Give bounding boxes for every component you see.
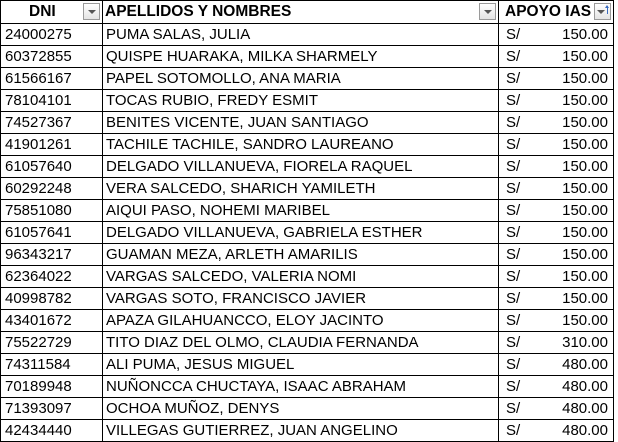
cell-amount[interactable]: 150.00 [539,90,614,112]
cell-name[interactable]: GUAMAN MEZA, ARLETH AMARILIS [103,244,499,266]
cell-currency[interactable]: S/ [499,222,539,244]
cell-name[interactable]: DELGADO VILLANUEVA, GABRIELA ESTHER [103,222,499,244]
cell-name[interactable]: PAPEL SOTOMOLLO, ANA MARIA [103,68,499,90]
table-row [1,68,614,90]
table-row [1,288,614,310]
table-row [1,266,614,288]
cell-amount[interactable]: 150.00 [539,244,614,266]
cell-currency[interactable]: S/ [499,200,539,222]
cell-dni[interactable]: 75851080 [1,200,103,222]
header-row [1,1,614,24]
header-name [103,1,499,24]
cell-dni[interactable]: 60292248 [1,178,103,200]
filter-dropdown-icon[interactable] [83,3,100,20]
cell-name[interactable]: VARGAS SOTO, FRANCISCO JAVIER [103,288,499,310]
table-row [1,200,614,222]
cell-amount[interactable]: 150.00 [539,156,614,178]
cell-currency[interactable]: S/ [499,24,539,46]
table-row [1,24,614,46]
cell-name[interactable]: TITO DIAZ DEL OLMO, CLAUDIA FERNANDA [103,332,499,354]
cell-dni[interactable]: 74527367 [1,112,103,134]
cell-dni[interactable]: 96343217 [1,244,103,266]
cell-currency[interactable]: S/ [499,46,539,68]
cell-amount[interactable]: 150.00 [539,112,614,134]
cell-name[interactable]: ALI PUMA, JESUS MIGUEL [103,354,499,376]
cell-amount[interactable]: 150.00 [539,24,614,46]
cell-amount[interactable]: 480.00 [539,398,614,420]
cell-currency[interactable]: S/ [499,354,539,376]
cell-dni[interactable]: 62364022 [1,266,103,288]
table-row [1,46,614,68]
cell-currency[interactable]: S/ [499,134,539,156]
table-row [1,354,614,376]
table-row [1,90,614,112]
table-row [1,156,614,178]
cell-dni[interactable]: 61057640 [1,156,103,178]
cell-currency[interactable]: S/ [499,398,539,420]
cell-dni[interactable]: 41901261 [1,134,103,156]
cell-name[interactable]: BENITES VICENTE, JUAN SANTIAGO [103,112,499,134]
cell-name[interactable]: OCHOA MUÑOZ, DENYS [103,398,499,420]
cell-name[interactable]: AIQUI PASO, NOHEMI MARIBEL [103,200,499,222]
table-row [1,420,614,442]
cell-dni[interactable]: 40998782 [1,288,103,310]
cell-amount[interactable]: 150.00 [539,134,614,156]
cell-amount[interactable]: 480.00 [539,420,614,442]
cell-name[interactable]: PUMA SALAS, JULIA [103,24,499,46]
cell-currency[interactable]: S/ [499,244,539,266]
table-row [1,376,614,398]
table-row [1,112,614,134]
cell-amount[interactable]: 150.00 [539,46,614,68]
cell-currency[interactable]: S/ [499,288,539,310]
cell-dni[interactable]: 71393097 [1,398,103,420]
cell-dni[interactable]: 70189948 [1,376,103,398]
cell-currency[interactable]: S/ [499,112,539,134]
cell-dni[interactable]: 61057641 [1,222,103,244]
cell-dni[interactable]: 75522729 [1,332,103,354]
cell-name[interactable]: TOCAS RUBIO, FREDY ESMIT [103,90,499,112]
cell-dni[interactable]: 24000275 [1,24,103,46]
cell-amount[interactable]: 150.00 [539,178,614,200]
table-row [1,222,614,244]
cell-amount[interactable]: 150.00 [539,266,614,288]
header-dni [1,1,103,24]
cell-amount[interactable]: 480.00 [539,376,614,398]
cell-dni[interactable]: 60372855 [1,46,103,68]
filter-sort-descending-icon[interactable] [594,3,611,20]
table-row [1,332,614,354]
table-row [1,398,614,420]
table-row [1,178,614,200]
cell-name[interactable]: APAZA GILAHUANCCO, ELOY JACINTO [103,310,499,332]
cell-amount[interactable]: 150.00 [539,200,614,222]
cell-dni[interactable]: 74311584 [1,354,103,376]
cell-amount[interactable]: 150.00 [539,310,614,332]
cell-name[interactable]: QUISPE HUARAKA, MILKA SHARMELY [103,46,499,68]
cell-dni[interactable]: 78104101 [1,90,103,112]
cell-dni[interactable]: 42434440 [1,420,103,442]
cell-amount[interactable]: 150.00 [539,288,614,310]
cell-dni[interactable]: 43401672 [1,310,103,332]
table-body [1,24,614,442]
header-dni-label: DNI [29,3,56,20]
cell-name[interactable]: TACHILE TACHILE, SANDRO LAUREANO [103,134,499,156]
cell-currency[interactable]: S/ [499,156,539,178]
cell-name[interactable]: DELGADO VILLANUEVA, FIORELA RAQUEL [103,156,499,178]
cell-dni[interactable]: 61566167 [1,68,103,90]
cell-currency[interactable]: S/ [499,90,539,112]
cell-currency[interactable]: S/ [499,376,539,398]
cell-currency[interactable]: S/ [499,178,539,200]
cell-amount[interactable]: 480.00 [539,354,614,376]
table-row [1,134,614,156]
cell-currency[interactable]: S/ [499,266,539,288]
cell-amount[interactable]: 150.00 [539,222,614,244]
cell-currency[interactable]: S/ [499,310,539,332]
header-name-label: APELLIDOS Y NOMBRES [105,3,292,20]
cell-amount[interactable]: 150.00 [539,68,614,90]
cell-name[interactable]: NUÑONCCA CHUCTAYA, ISAAC ABRAHAM [103,376,499,398]
cell-name[interactable]: VARGAS SALCEDO, VALERIA NOMI [103,266,499,288]
header-apoyo [499,1,614,24]
header-apoyo-label: APOYO IAS [505,3,592,20]
cell-currency[interactable]: S/ [499,332,539,354]
table-row [1,310,614,332]
cell-name[interactable]: VILLEGAS GUTIERREZ, JUAN ANGELINO [103,420,499,442]
filter-dropdown-icon[interactable] [479,3,496,20]
cell-currency[interactable]: S/ [499,420,539,442]
cell-name[interactable]: VERA SALCEDO, SHARICH YAMILETH [103,178,499,200]
cell-currency[interactable]: S/ [499,68,539,90]
cell-amount[interactable]: 310.00 [539,332,614,354]
table-row [1,244,614,266]
